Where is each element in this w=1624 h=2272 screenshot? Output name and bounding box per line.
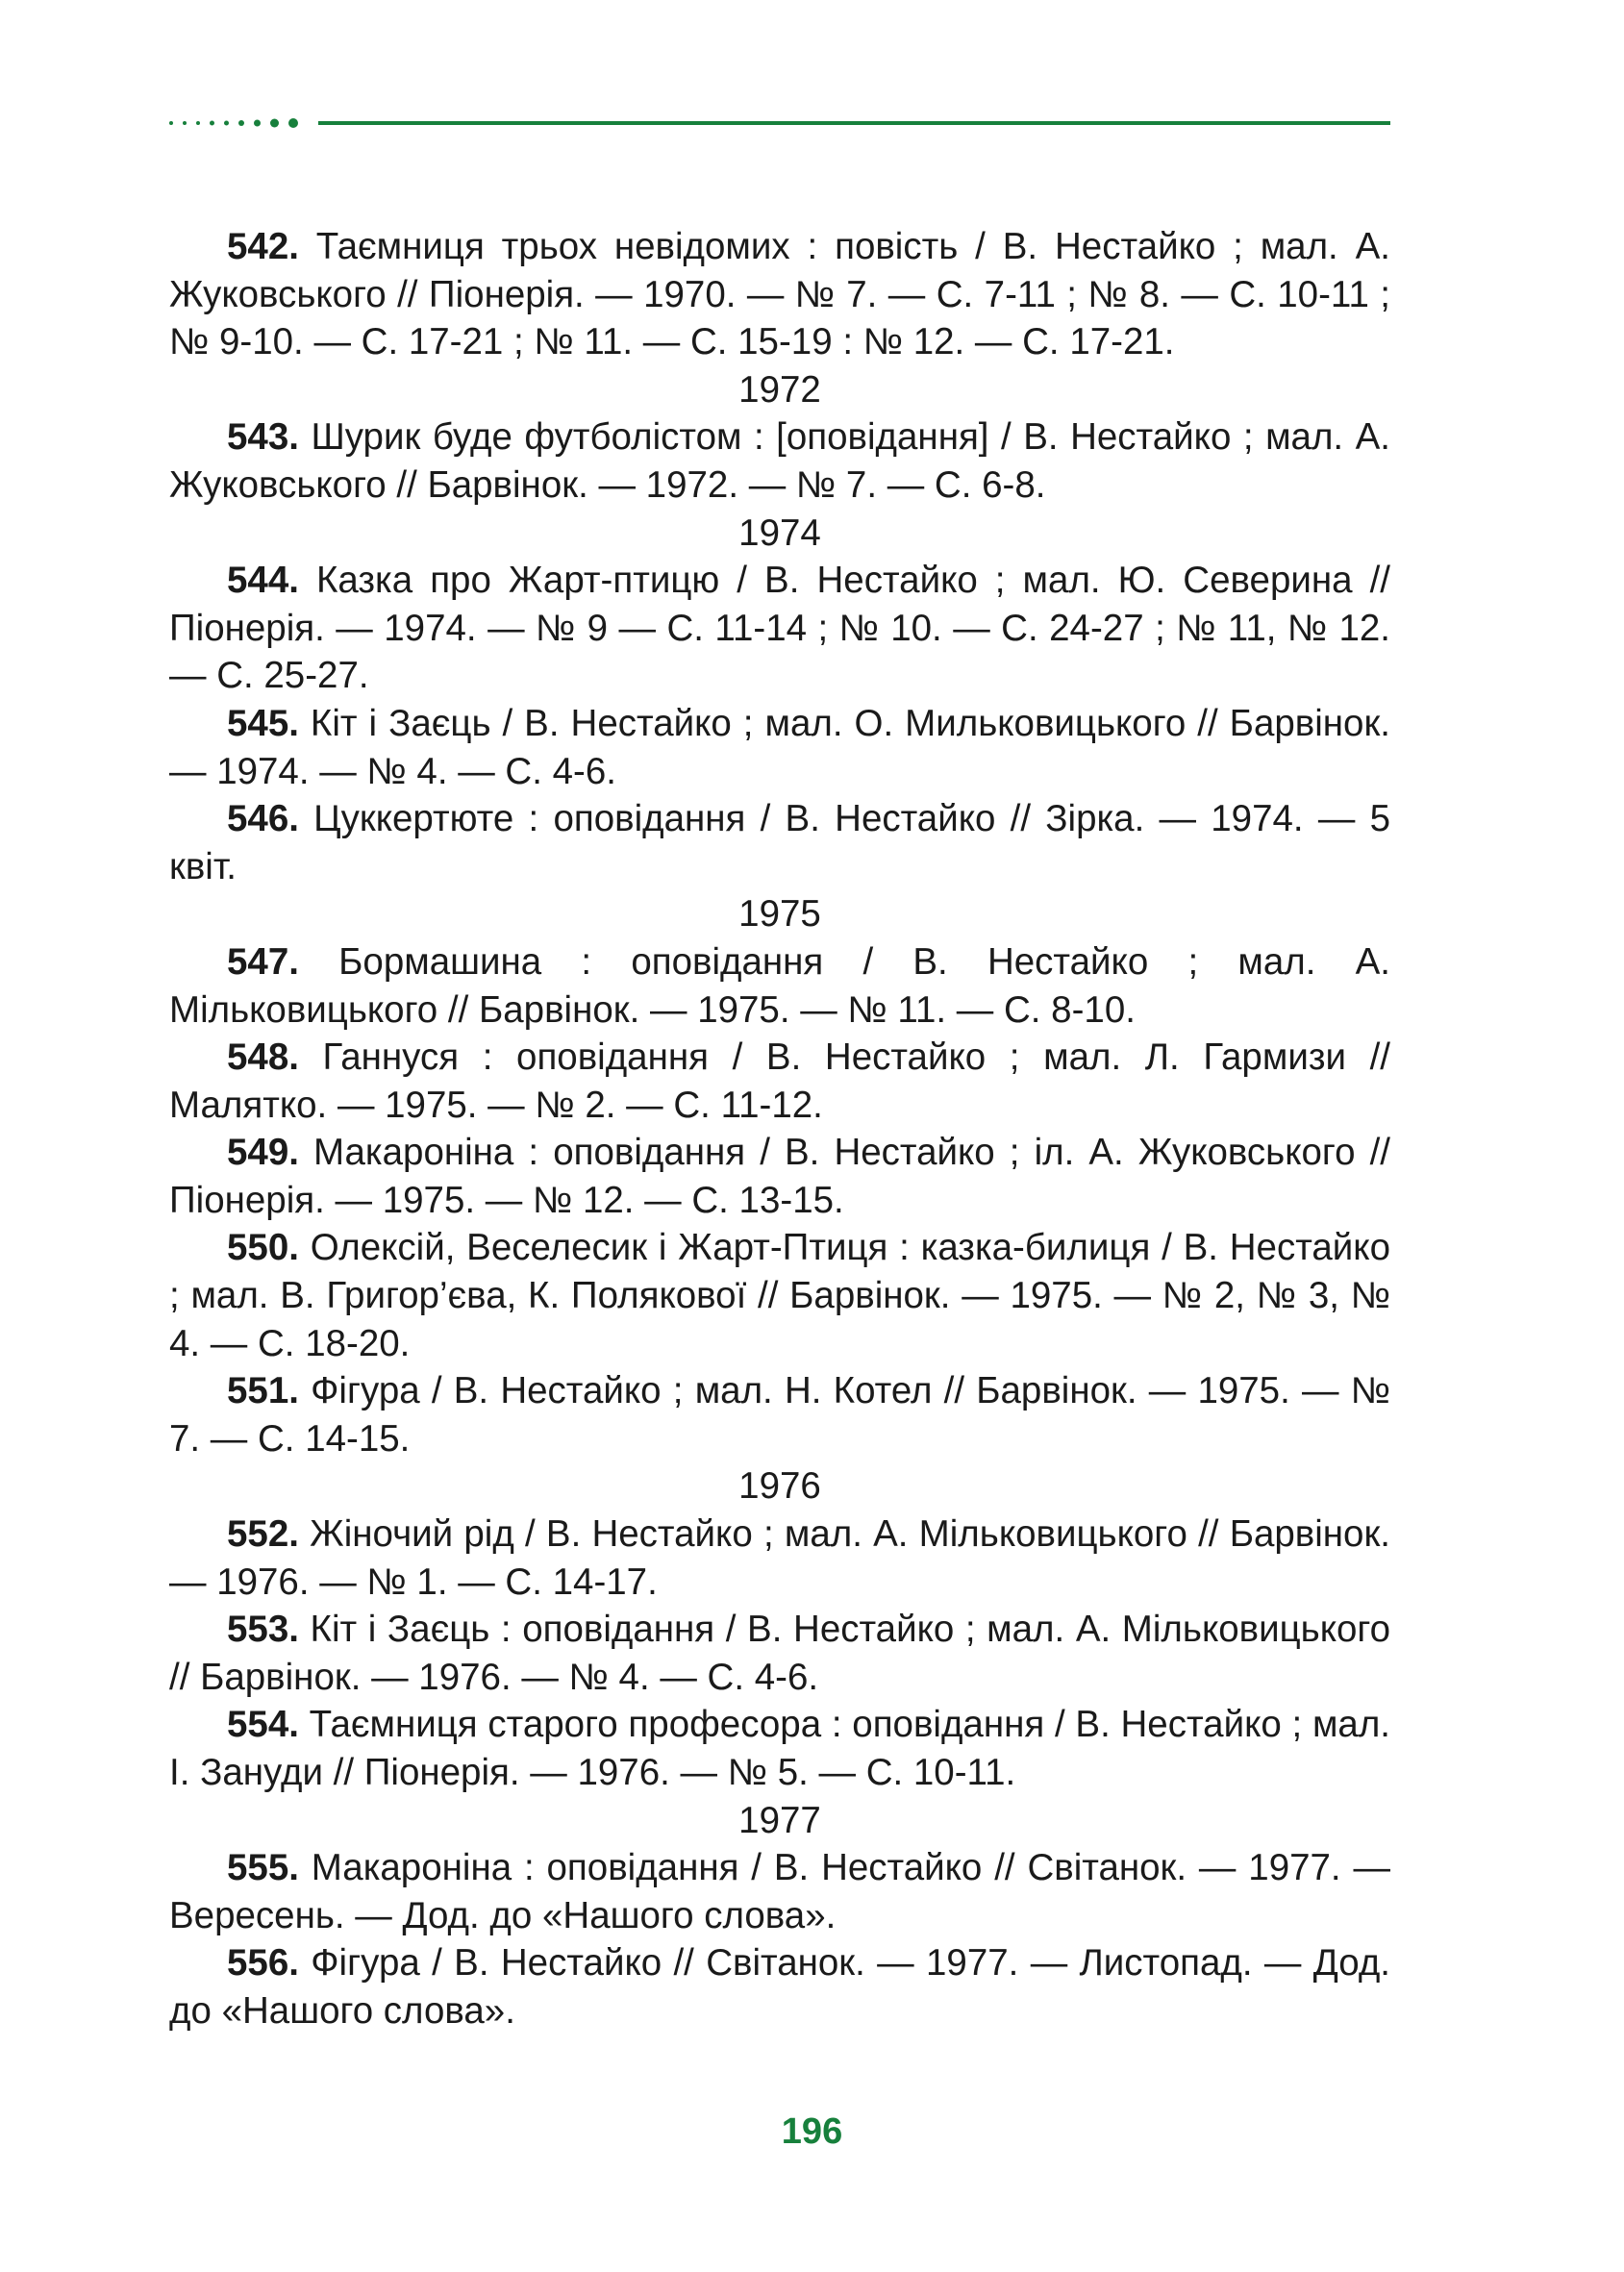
entry-number: 552. [227, 1513, 299, 1556]
bibliography-entry [169, 413, 1390, 509]
bibliography-entry [169, 1701, 1390, 1796]
entry-text: Макароніна : оповідання / В. Нестайко ; іл. А. Жуковського // Піонерія. — 1975. — № 12. — С. 13-15. [169, 1132, 1390, 1221]
header-dot [254, 120, 261, 127]
bibliography-entry [169, 223, 1390, 366]
entry-number: 550. [227, 1227, 299, 1269]
entry-number: 542. [227, 226, 299, 267]
header-dot [224, 121, 229, 126]
entry-number: 555. [227, 1847, 299, 1889]
bibliography-entry [169, 1129, 1390, 1224]
header-dot [238, 120, 244, 126]
bibliography-entry [169, 1224, 1390, 1367]
entry-text: Таємниця старого професора : оповідання / В. Нестайко ; мал. І. Зануди // Піонерія. — 1976. — № 5. — С. 10-11. [169, 1704, 1390, 1793]
header-line [318, 121, 1390, 125]
entry-number: 553. [227, 1609, 299, 1651]
page-number: 196 [781, 2111, 843, 2152]
header-dot [210, 121, 214, 126]
entry-text: Таємниця трьох невідомих : повість / В. Нестайко ; мал. А. Жуковського // Піонерія. — 1970. — № 7. — С. 7-11 ; № 8. — С. 10-11 ; № 9-10. — С. 17-21 ; № 11. — С. 15-19 : № 12. — С. 17-21. [169, 226, 1390, 363]
entry-number: 546. [227, 798, 299, 840]
header-dot [169, 121, 173, 125]
entry-text: Цуккертюте : оповідання / В. Нестайко // Зірка. — 1974. — 5 квіт. [169, 798, 1390, 887]
bibliography-entry [169, 1844, 1390, 1939]
bibliography-entry [169, 795, 1390, 890]
entry-number: 551. [227, 1370, 299, 1412]
entry-number: 549. [227, 1132, 299, 1174]
header-rule [169, 117, 1390, 129]
entry-text: Казка про Жарт-птицю / В. Нестайко ; мал. Ю. Северина // Піонерія. — 1974. — № 9 — С. 11-14 ; № 10. — С. 24-27 ; № 11, № 12. — С. 25-27. [169, 560, 1390, 697]
bibliography-entry [169, 938, 1390, 1034]
entry-text: Ганнуся : оповідання / В. Нестайко ; мал. Л. Гармизи // Малятко. — 1975. — № 2. — С. 11-12. [169, 1036, 1390, 1126]
entry-number: 554. [227, 1704, 299, 1746]
entry-text: Кіт і Заєць / В. Нестайко ; мал. О. Мильковицького // Барвінок. — 1974. — № 4. — С. 4-6. [169, 702, 1390, 792]
header-dot [288, 118, 298, 128]
year-heading: 1972 [738, 368, 821, 411]
entry-text: Олексій, Веселесик і Жарт-Птиця : казка-билиця / В. Нестайко ; мал. В. Григор’єва, К. Полякової // Барвінок. — 1975. — № 2, № 3, № 4. — С. 18-20. [169, 1227, 1390, 1364]
entry-number: 548. [227, 1036, 299, 1079]
bibliography-list [169, 223, 1390, 2035]
year-heading: 1974 [738, 512, 821, 554]
entry-number: 556. [227, 1942, 299, 1985]
header-dot [196, 121, 200, 125]
entry-text: Макароніна : оповідання / В. Нестайко // Світанок. — 1977. — Вересень. — Дод. до «Нашого слова». [169, 1847, 1390, 1936]
entry-number: 545. [227, 702, 299, 744]
bibliography-entry [169, 557, 1390, 700]
year-heading: 1975 [738, 893, 821, 936]
bibliography-entry [169, 1939, 1390, 2035]
bibliography-entry [169, 1606, 1390, 1701]
entry-text: Фігура / В. Нестайко ; мал. Н. Котел // Барвінок. — 1975. — № 7. — С. 14-15. [169, 1370, 1390, 1460]
bibliography-entry [169, 1511, 1390, 1606]
entry-text: Шурик буде футболістом : [оповідання] / В. Нестайко ; мал. А. Жуковського // Барвінок. — 1972. — № 7. — С. 6-8. [169, 416, 1390, 506]
year-heading: 1977 [738, 1799, 821, 1841]
entry-text: Бормашина : оповідання / В. Нестайко ; мал. А. Мільковицького // Барвінок. — 1975. — № 11. — С. 8-10. [169, 940, 1390, 1031]
entry-text: Фігура / В. Нестайко // Світанок. — 1977. — Листопад. — Дод. до «Нашого слова». [169, 1942, 1390, 2032]
bibliography-entry [169, 700, 1390, 795]
entry-number: 544. [227, 560, 299, 602]
entry-text: Кіт і Заєць : оповідання / В. Нестайко ; мал. А. Мільковицького // Барвінок. — 1976. — № 4. — С. 4-6. [169, 1609, 1390, 1698]
header-dot [183, 121, 187, 125]
entry-text: Жіночий рід / В. Нестайко ; мал. А. Мільковицького // Барвінок. — 1976. — № 1. — С. 14-17. [169, 1513, 1390, 1603]
bibliography-entry [169, 1367, 1390, 1462]
header-dot [270, 119, 279, 128]
entry-number: 547. [227, 940, 299, 983]
bibliography-entry [169, 1034, 1390, 1129]
entry-number: 543. [227, 416, 299, 459]
year-heading: 1976 [738, 1465, 821, 1508]
